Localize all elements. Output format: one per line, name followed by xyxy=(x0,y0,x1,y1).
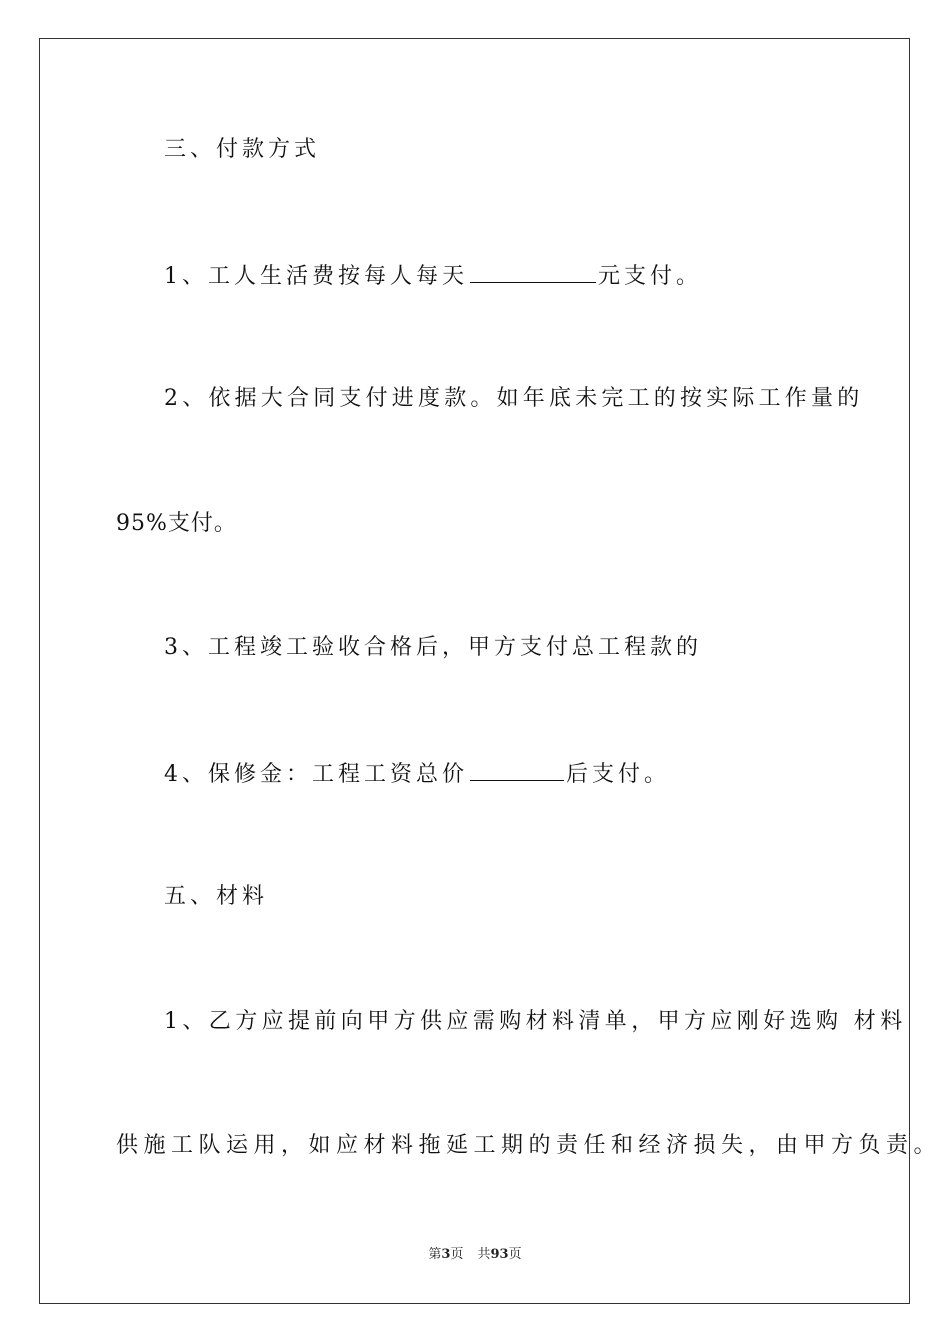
paragraph-text: 元支付。 xyxy=(598,264,703,289)
paragraph-text: 1、工人生活费按每人每天 xyxy=(164,264,468,289)
paragraph-text: 后支付。 xyxy=(566,762,671,787)
page-number: 3 xyxy=(441,1247,451,1262)
paragraph-completion-payment: 3、工程竣工验收合格后，甲方支付总工程款的 xyxy=(164,635,702,660)
paragraph-text: 4、保修金：工程工资总价 xyxy=(164,762,468,787)
paragraph-progress-payment-cont: 95%支付。 xyxy=(116,511,237,536)
paragraph-living-expense xyxy=(164,260,702,292)
paragraph-materials-cont: 供施工队运用，如应材料拖延工期的责任和经济损失，由甲方负责。 xyxy=(116,1133,942,1158)
fill-in-blank xyxy=(470,260,596,283)
paragraph-warranty xyxy=(164,758,670,790)
paragraph-materials: 1、乙方应提前向甲方供应需购材料清单，甲方应刚好选购 材料 xyxy=(164,1009,907,1034)
page-footer xyxy=(0,1246,950,1264)
page-label-suffix: 页 xyxy=(450,1247,464,1262)
section-heading-payment: 三、付款方式 xyxy=(164,137,321,162)
page-label-prefix: 第 xyxy=(428,1247,442,1262)
page-border xyxy=(39,38,910,1304)
total-label-prefix: 共 xyxy=(477,1247,491,1262)
section-heading-materials: 五、材料 xyxy=(164,884,269,909)
total-pages: 93 xyxy=(490,1247,509,1262)
fill-in-blank xyxy=(470,758,564,781)
paragraph-progress-payment: 2、依据大合同支付进度款。如年底未完工的按实际工作量的 xyxy=(164,386,864,411)
total-label-suffix: 页 xyxy=(508,1247,522,1262)
